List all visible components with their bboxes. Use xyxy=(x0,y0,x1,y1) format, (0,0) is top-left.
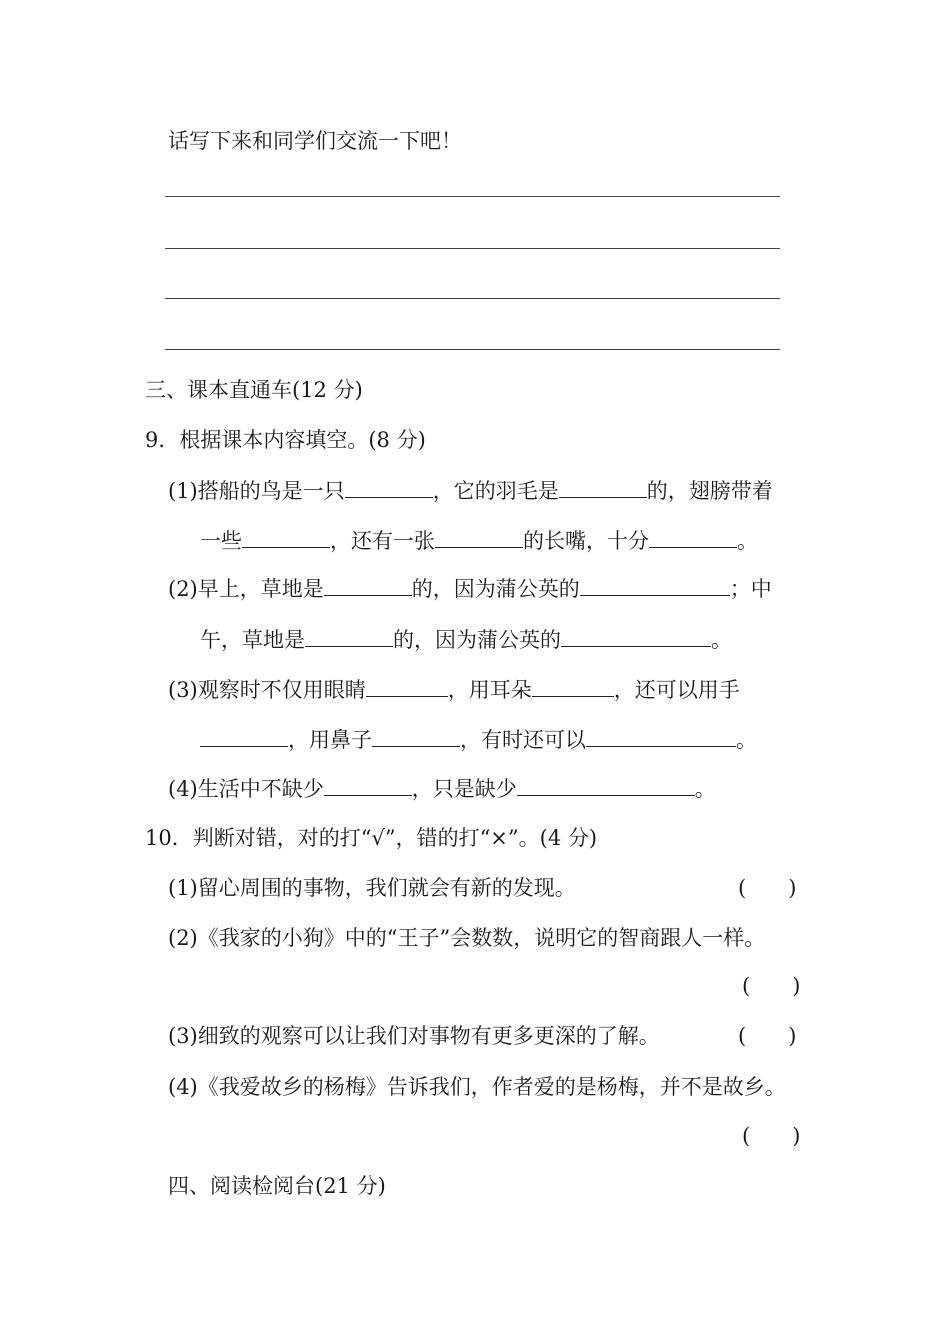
q9-2-blank-2[interactable] xyxy=(580,575,730,596)
q10-item-2: (2)《我家的小狗》中的“王子”会数数，说明它的智商跟人一样。 xyxy=(168,926,766,950)
answer-line-3[interactable] xyxy=(165,298,780,299)
q9-2-blank-1[interactable] xyxy=(324,575,412,596)
q9-item-3-line-2 xyxy=(200,726,757,754)
q9-3-blank-1[interactable] xyxy=(366,676,448,697)
q9-1-blank-1[interactable] xyxy=(345,477,433,498)
q9-3-blank-2[interactable] xyxy=(532,676,614,697)
q9-2-blank-4[interactable] xyxy=(561,626,711,647)
q9-2-text-c: ；中 xyxy=(729,577,772,601)
q9-4-text-b: ，只是缺少 xyxy=(411,777,517,801)
q9-4-text-a: (4)生活中不缺少 xyxy=(168,777,324,801)
intro-tail: 话写下来和同学们交流一下吧！ xyxy=(168,129,462,153)
q9-3-text-e: ，有时还可以 xyxy=(460,728,586,752)
q10-item-1: (1)留心周围的事物，我们就会有新的发现。 xyxy=(168,876,576,900)
q9-item-2-line-2 xyxy=(200,626,732,654)
q9-1-blank-2[interactable] xyxy=(559,477,647,498)
q9-3-text-b: ，用耳朵 xyxy=(447,678,532,702)
q9-1-text-c: 的，翅膀带着 xyxy=(646,479,773,503)
q9-3-text-d: ，用鼻子 xyxy=(288,728,372,752)
q9-3-text-f: 。 xyxy=(736,728,757,752)
q9-1-text-b: ，它的羽毛是 xyxy=(432,479,559,503)
q9-item-1-line-2 xyxy=(200,527,758,555)
q10-answer-box-2[interactable]: ( ) xyxy=(742,974,801,998)
q9-2-text-a: (2)早上，草地是 xyxy=(168,577,324,601)
q9-1-blank-4[interactable] xyxy=(435,527,523,548)
q9-3-text-c: ，还可以用手 xyxy=(613,678,740,702)
section4-title: 四、阅读检阅台(21 分) xyxy=(168,1174,386,1198)
q10-title: 10．判断对错，对的打“√”，错的打“×”。(4 分) xyxy=(145,826,598,850)
q10-item-3: (3)细致的观察可以让我们对事物有更多更深的了解。 xyxy=(168,1024,660,1048)
q10-answer-box-1[interactable]: ( ) xyxy=(738,876,797,900)
q9-1-blank-3[interactable] xyxy=(242,527,330,548)
q10-answer-box-3[interactable]: ( ) xyxy=(738,1024,797,1048)
q9-2-blank-3[interactable] xyxy=(305,626,393,647)
answer-line-1[interactable] xyxy=(165,196,780,197)
q9-3-blank-4[interactable] xyxy=(372,726,460,747)
q9-4-text-c: 。 xyxy=(694,777,716,801)
q9-item-2-line-1 xyxy=(168,575,772,603)
q9-3-text-a: (3)观察时不仅用眼睛 xyxy=(168,678,366,702)
q9-1-text-g: 。 xyxy=(737,529,758,553)
q10-item-4: (4)《我爱故乡的杨梅》告诉我们，作者爱的是杨梅，并不是故乡。 xyxy=(168,1075,786,1099)
q9-4-blank-2[interactable] xyxy=(517,775,695,796)
q9-1-text-e: ，还有一张 xyxy=(330,529,435,553)
q9-item-4 xyxy=(168,775,716,803)
answer-line-4[interactable] xyxy=(165,349,780,350)
q9-2-text-d: 午，草地是 xyxy=(200,628,305,652)
q9-1-text-d: 一些 xyxy=(200,529,242,553)
q9-2-text-b: 的，因为蒲公英的 xyxy=(411,577,580,601)
q9-1-text-f: 的长嘴，十分 xyxy=(523,529,649,553)
q9-3-blank-3[interactable] xyxy=(200,726,288,747)
q9-1-text-a: (1)搭船的鸟是一只 xyxy=(168,479,345,503)
q9-item-3-line-1 xyxy=(168,676,740,704)
q9-2-text-e: 的，因为蒲公英的 xyxy=(393,628,561,652)
q9-1-blank-5[interactable] xyxy=(649,527,737,548)
q9-3-blank-5[interactable] xyxy=(586,726,736,747)
answer-line-2[interactable] xyxy=(165,248,780,249)
q10-answer-box-4[interactable]: ( ) xyxy=(742,1124,801,1148)
section3-title: 三、课本直通车(12 分) xyxy=(145,378,363,402)
q9-item-1-line-1 xyxy=(168,477,773,505)
q9-title: 9．根据课本内容填空。(8 分) xyxy=(145,428,426,452)
q9-2-text-f: 。 xyxy=(711,628,732,652)
q9-4-blank-1[interactable] xyxy=(324,775,412,796)
